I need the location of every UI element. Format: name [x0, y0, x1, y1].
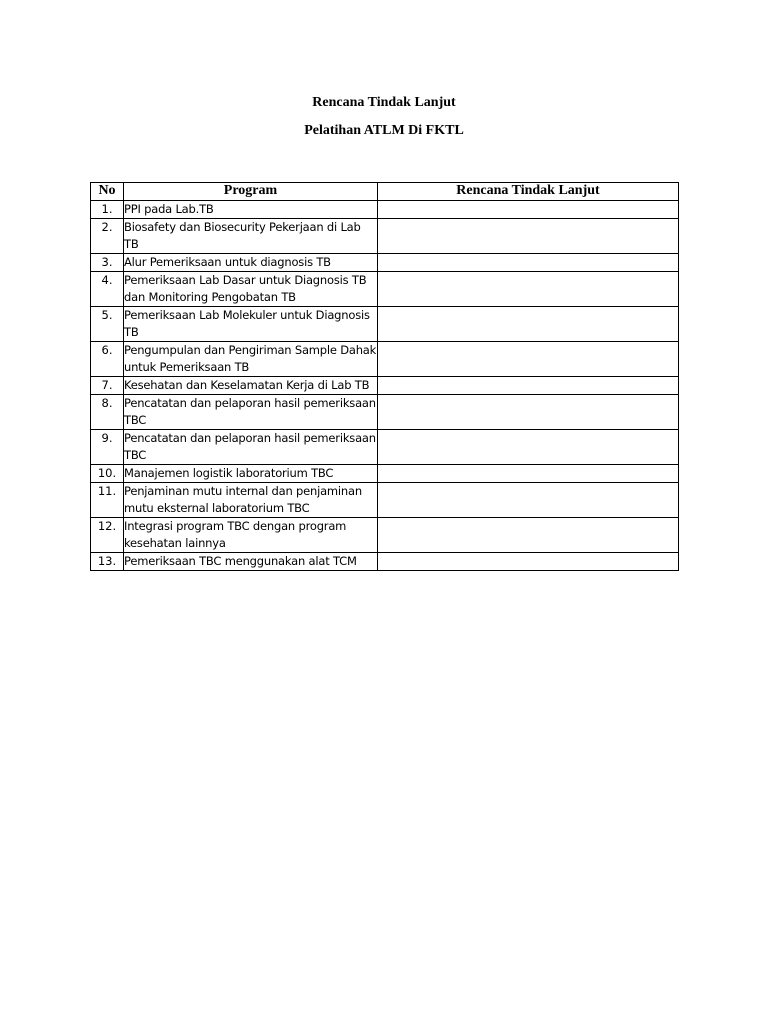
- follow-up-plan-cell: [378, 483, 679, 518]
- follow-up-plan-cell: [378, 201, 679, 219]
- program-name: Manajemen logistik laboratorium TBC: [124, 465, 378, 483]
- table-row: [91, 219, 679, 254]
- follow-up-plan-cell: [378, 307, 679, 342]
- table-row: [91, 518, 679, 553]
- program-name: Pemeriksaan Lab Molekuler untuk Diagnosis TB: [124, 307, 378, 342]
- program-name: Pencatatan dan pelaporan hasil pemeriksaan TBC: [124, 430, 378, 465]
- row-number: 9.: [91, 430, 124, 465]
- table-row: [91, 272, 679, 307]
- program-name: Pemeriksaan TBC menggunakan alat TCM: [124, 553, 378, 571]
- program-name: Biosafety dan Biosecurity Pekerjaan di Lab TB: [124, 219, 378, 254]
- row-number: 5.: [91, 307, 124, 342]
- follow-up-plan-cell: [378, 219, 679, 254]
- row-number: 2.: [91, 219, 124, 254]
- header-program: Program: [124, 183, 378, 201]
- program-name: Pengumpulan dan Pengiriman Sample Dahak untuk Pemeriksaan TB: [124, 342, 378, 377]
- follow-up-plan-cell: [378, 377, 679, 395]
- table-row: [91, 254, 679, 272]
- follow-up-plan-cell: [378, 518, 679, 553]
- table-row: [91, 377, 679, 395]
- table-row: [91, 430, 679, 465]
- header-no: No: [91, 183, 124, 201]
- table-row: [91, 201, 679, 219]
- program-name: Kesehatan dan Keselamatan Kerja di Lab TB: [124, 377, 378, 395]
- row-number: 7.: [91, 377, 124, 395]
- program-name: Alur Pemeriksaan untuk diagnosis TB: [124, 254, 378, 272]
- table-row: [91, 342, 679, 377]
- row-number: 13.: [91, 553, 124, 571]
- document-subtitle: Pelatihan ATLM Di FKTL: [304, 123, 464, 138]
- row-number: 11.: [91, 483, 124, 518]
- table-header-row: [91, 183, 679, 201]
- row-number: 1.: [91, 201, 124, 219]
- program-name: Integrasi program TBC dengan program kesehatan lainnya: [124, 518, 378, 553]
- row-number: 4.: [91, 272, 124, 307]
- program-name: Penjaminan mutu internal dan penjaminan mutu eksternal laboratorium TBC: [124, 483, 378, 518]
- row-number: 6.: [91, 342, 124, 377]
- row-number: 3.: [91, 254, 124, 272]
- follow-up-plan-table: [90, 182, 679, 571]
- table-row: [91, 307, 679, 342]
- follow-up-plan-cell: [378, 272, 679, 307]
- header-rencana-tindak-lanjut: Rencana Tindak Lanjut: [378, 183, 679, 201]
- document-title: Rencana Tindak Lanjut: [312, 95, 456, 110]
- follow-up-plan-cell: [378, 342, 679, 377]
- table-row: [91, 465, 679, 483]
- program-name: Pemeriksaan Lab Dasar untuk Diagnosis TB dan Monitoring Pengobatan TB: [124, 272, 378, 307]
- table-row: [91, 395, 679, 430]
- table-row: [91, 483, 679, 518]
- follow-up-plan-cell: [378, 465, 679, 483]
- program-name: Pencatatan dan pelaporan hasil pemeriksaan TBC: [124, 395, 378, 430]
- follow-up-plan-cell: [378, 254, 679, 272]
- row-number: 10.: [91, 465, 124, 483]
- follow-up-plan-cell: [378, 553, 679, 571]
- table-row: [91, 553, 679, 571]
- program-name: PPI pada Lab.TB: [124, 201, 378, 219]
- row-number: 12.: [91, 518, 124, 553]
- follow-up-plan-cell: [378, 395, 679, 430]
- row-number: 8.: [91, 395, 124, 430]
- follow-up-plan-cell: [378, 430, 679, 465]
